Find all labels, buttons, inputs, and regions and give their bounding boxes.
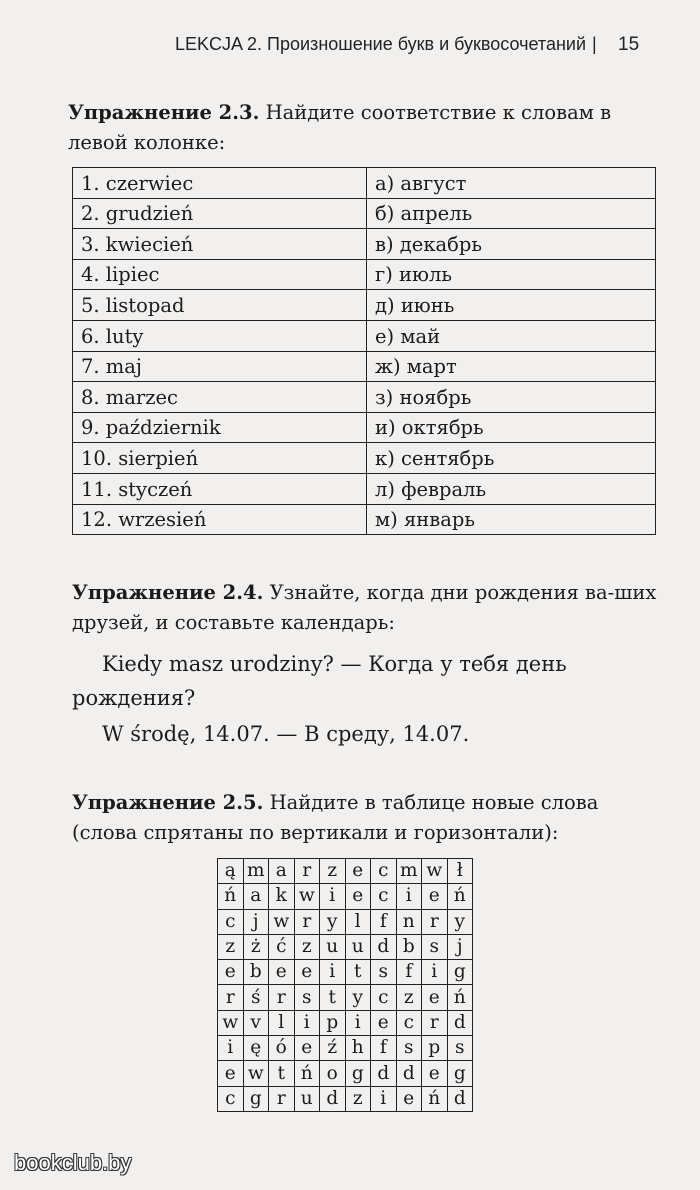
table-row: [73, 168, 656, 199]
grid-cell: r: [422, 1010, 448, 1035]
grid-cell: e: [218, 1061, 244, 1086]
table-cell: 1. czerwiec: [73, 168, 367, 199]
grid-cell: s: [371, 960, 397, 985]
grid-cell: w: [422, 859, 448, 884]
table-cell: г) июль: [367, 259, 656, 290]
grid-cell: ń: [294, 1061, 320, 1086]
table-row: [73, 290, 656, 321]
grid-cell: b: [243, 960, 269, 985]
grid-cell: m: [396, 859, 422, 884]
grid-row: [218, 1010, 473, 1035]
grid-cell: f: [396, 960, 422, 985]
grid-cell: c: [371, 859, 397, 884]
table-cell: 4. lipiec: [73, 259, 367, 290]
grid-cell: g: [345, 1061, 371, 1086]
grid-cell: ń: [218, 884, 244, 909]
table-cell: в) декабрь: [367, 229, 656, 260]
table-cell: 5. listopad: [73, 290, 367, 321]
grid-cell: e: [269, 960, 295, 985]
grid-cell: y: [320, 909, 346, 934]
answer-line: W środę, 14.07. — В среду, 14.07.: [102, 722, 470, 746]
table-row: [73, 504, 656, 535]
grid-cell: a: [269, 859, 295, 884]
grid-cell: f: [371, 909, 397, 934]
grid-cell: j: [243, 909, 269, 934]
grid-row: [218, 884, 473, 909]
grid-cell: j: [447, 934, 473, 959]
grid-cell: d: [447, 1010, 473, 1035]
grid-cell: t: [320, 985, 346, 1010]
grid-cell: d: [320, 1086, 346, 1111]
table-cell: м) январь: [367, 504, 656, 535]
grid-cell: e: [396, 1086, 422, 1111]
grid-cell: r: [294, 909, 320, 934]
table-cell: к) сентябрь: [367, 443, 656, 474]
grid-cell: s: [294, 985, 320, 1010]
grid-cell: r: [294, 859, 320, 884]
grid-cell: o: [320, 1061, 346, 1086]
grid-cell: p: [422, 1036, 448, 1061]
grid-cell: z: [320, 859, 346, 884]
grid-cell: y: [447, 909, 473, 934]
watermark: bookclub.by: [14, 1150, 132, 1175]
grid-cell: g: [447, 960, 473, 985]
grid-cell: v: [243, 1010, 269, 1035]
table-cell: 2. grudzień: [73, 198, 367, 229]
exercise-instruction: Узнайте, когда дни рождения ва-ших друзей, и составьте календарь:: [72, 581, 657, 634]
grid-cell: t: [345, 960, 371, 985]
grid-cell: d: [396, 1061, 422, 1086]
grid-cell: e: [218, 960, 244, 985]
table-cell: 10. sierpień: [73, 443, 367, 474]
grid-row: [218, 1061, 473, 1086]
table-cell: 8. marzec: [73, 382, 367, 413]
grid-cell: c: [371, 884, 397, 909]
grid-cell: e: [371, 1010, 397, 1035]
grid-cell: ń: [447, 884, 473, 909]
table-row: [73, 198, 656, 229]
grid-row: [218, 934, 473, 959]
grid-cell: i: [320, 960, 346, 985]
grid-cell: d: [447, 1086, 473, 1111]
page-number: 15: [618, 34, 640, 55]
table-cell: 7. maj: [73, 351, 367, 382]
grid-cell: e: [294, 1036, 320, 1061]
grid-cell: l: [269, 1010, 295, 1035]
exercise-instruction: Найдите соответствие к словам в левой колонке:: [68, 101, 612, 154]
table-row: [73, 382, 656, 413]
exercise-label: Упражнение 2.5.: [72, 791, 264, 814]
grid-cell: c: [371, 985, 397, 1010]
grid-cell: ć: [269, 934, 295, 959]
table-row: [73, 259, 656, 290]
grid-cell: g: [447, 1061, 473, 1086]
table-row: [73, 473, 656, 504]
table-row: [73, 229, 656, 260]
grid-cell: w: [269, 909, 295, 934]
grid-cell: b: [396, 934, 422, 959]
grid-row: [218, 1086, 473, 1111]
grid-cell: h: [345, 1036, 371, 1061]
table-cell: е) май: [367, 320, 656, 351]
grid-cell: w: [243, 1061, 269, 1086]
word-search-grid: [217, 858, 473, 1112]
table-cell: д) июнь: [367, 290, 656, 321]
exercise-label: Упражнение 2.4.: [72, 581, 264, 604]
table-row: [73, 412, 656, 443]
exercise-label: Упражнение 2.3.: [68, 101, 260, 124]
grid-cell: e: [422, 884, 448, 909]
table-cell: з) ноябрь: [367, 382, 656, 413]
grid-row: [218, 859, 473, 884]
grid-cell: p: [320, 1010, 346, 1035]
exercise-2-4-heading: [72, 578, 662, 638]
table-cell: л) февраль: [367, 473, 656, 504]
grid-cell: e: [345, 884, 371, 909]
grid-cell: i: [371, 1086, 397, 1111]
grid-row: [218, 960, 473, 985]
grid-cell: e: [422, 985, 448, 1010]
grid-cell: a: [243, 884, 269, 909]
grid-cell: i: [218, 1036, 244, 1061]
grid-cell: w: [294, 884, 320, 909]
table-cell: 9. październik: [73, 412, 367, 443]
grid-cell: s: [447, 1036, 473, 1061]
table-row: [73, 351, 656, 382]
grid-cell: ą: [218, 859, 244, 884]
grid-cell: u: [345, 934, 371, 959]
grid-cell: r: [269, 985, 295, 1010]
grid-cell: m: [243, 859, 269, 884]
table-cell: а) август: [367, 168, 656, 199]
grid-cell: c: [218, 1086, 244, 1111]
grid-cell: t: [269, 1061, 295, 1086]
grid-cell: i: [294, 1010, 320, 1035]
grid-cell: ę: [243, 1036, 269, 1061]
dialog-block: [72, 647, 660, 751]
grid-cell: z: [345, 1086, 371, 1111]
grid-cell: z: [396, 985, 422, 1010]
grid-cell: y: [345, 985, 371, 1010]
grid-cell: r: [422, 909, 448, 934]
grid-cell: e: [345, 859, 371, 884]
grid-cell: g: [243, 1086, 269, 1111]
grid-cell: r: [269, 1086, 295, 1111]
question-line: Kiedy masz urodziny? — Когда у тебя день: [102, 652, 567, 676]
grid-cell: u: [320, 934, 346, 959]
grid-cell: d: [371, 1061, 397, 1086]
grid-cell: c: [218, 909, 244, 934]
grid-cell: r: [218, 985, 244, 1010]
grid-cell: z: [294, 934, 320, 959]
grid-cell: i: [320, 884, 346, 909]
grid-cell: ó: [269, 1036, 295, 1061]
grid-cell: f: [371, 1036, 397, 1061]
grid-cell: d: [371, 934, 397, 959]
grid-cell: s: [422, 934, 448, 959]
grid-cell: w: [218, 1010, 244, 1035]
grid-cell: k: [269, 884, 295, 909]
exercise-2-5-heading: [72, 788, 662, 848]
table-cell: 3. kwiecień: [73, 229, 367, 260]
grid-cell: ł: [447, 859, 473, 884]
table-cell: 12. wrzesień: [73, 504, 367, 535]
table-cell: и) октябрь: [367, 412, 656, 443]
table-cell: 11. styczeń: [73, 473, 367, 504]
table-cell: ж) март: [367, 351, 656, 382]
table-cell: 6. luty: [73, 320, 367, 351]
grid-row: [218, 985, 473, 1010]
exercise-2-3-heading: [68, 98, 658, 158]
grid-cell: ś: [243, 985, 269, 1010]
table-cell: б) апрель: [367, 198, 656, 229]
grid-cell: e: [422, 1061, 448, 1086]
table-row: [73, 443, 656, 474]
exercise-instruction: Найдите в таблице новые слова (слова спрятаны по вертикали и горизонтали):: [72, 791, 599, 844]
running-title: LEKCJA 2. Произношение букв и буквосочетаний: [175, 34, 587, 54]
grid-cell: l: [345, 909, 371, 934]
matching-table: [72, 167, 656, 535]
header-separator: |: [592, 34, 597, 54]
grid-cell: n: [396, 909, 422, 934]
grid-cell: ż: [243, 934, 269, 959]
grid-cell: i: [422, 960, 448, 985]
grid-cell: u: [294, 1086, 320, 1111]
grid-row: [218, 1036, 473, 1061]
grid-cell: ź: [320, 1036, 346, 1061]
grid-cell: s: [396, 1036, 422, 1061]
question-line-continued: рождения?: [72, 686, 196, 710]
table-row: [73, 320, 656, 351]
page-header: [0, 34, 700, 64]
grid-cell: ń: [447, 985, 473, 1010]
grid-cell: i: [396, 884, 422, 909]
grid-cell: i: [345, 1010, 371, 1035]
grid-row: [218, 909, 473, 934]
grid-cell: z: [218, 934, 244, 959]
grid-cell: e: [294, 960, 320, 985]
grid-cell: ń: [422, 1086, 448, 1111]
grid-cell: c: [396, 1010, 422, 1035]
